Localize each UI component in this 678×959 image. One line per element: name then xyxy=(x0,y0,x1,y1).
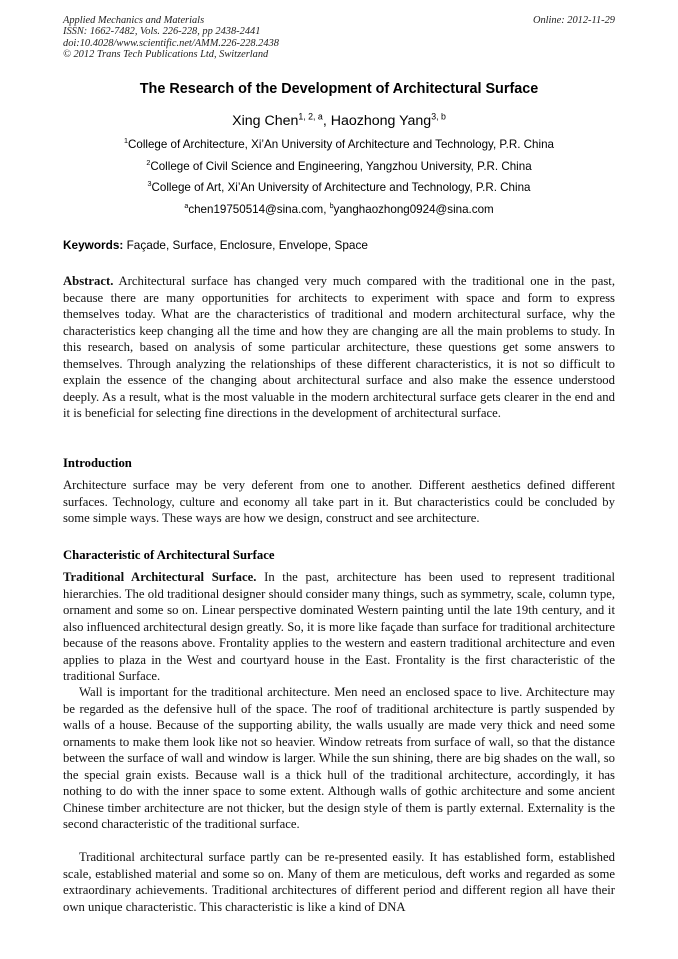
body-paragraph: Wall is important for the traditional architecture. Men need an enclosed space to live. Architecture may be regarded as the defensive hull of the space. The roof of traditional architecture is partly suspended by walls of a house. Because of the supporting ability, the walls usually are made very thick and need some ornaments to make them look like not so heavier. Window retreats from surface of wall, so that the distance between the surface of wall and window is larger. While the sun shining, there are big shades on the wall, so the special grain exists. Because wall is a thick hull of the traditional architecture, accordingly, it has nothing to do with the inner space to some extent. Although walls of gothic architecture and some ancient Chinese timber architecture are not thicker, but the design style of them is partly external. Externality is the second characteristic of the traditional surface. xyxy=(63,685,615,831)
journal-name: Applied Mechanics and Materials xyxy=(63,15,205,26)
abstract-paragraph xyxy=(63,273,615,422)
paragraph-text: In the past, architecture has been used to represent traditional hierarchies. The old traditional designer should consider many things, such as symmetry, scale, column type, ornament and some so on. Linear perspective dominated Western painting until the late 19th century, and it also influenced architectural design greatly. So, it is more like façade than surface for traditional architecture because of the reasons above. Frontality applies to the western and eastern traditional architecture and even applies to plaza in the West and courtyard house in the East. Frontality is the first characteristic of the traditional Surface. xyxy=(63,570,615,683)
email-address: chen19750514@sina.com xyxy=(188,203,324,216)
keywords xyxy=(63,238,615,252)
email-separator: , xyxy=(323,203,330,216)
paper-title: The Research of the Development of Architectural Surface xyxy=(139,81,539,97)
author-name: Haozhong Yang xyxy=(330,113,432,129)
subsection-label: Traditional Architectural Surface. xyxy=(63,570,257,584)
email-address: yanghaozhong0924@sina.com xyxy=(333,203,494,216)
body-paragraph xyxy=(63,569,615,685)
author-name: Xing Chen xyxy=(232,113,299,129)
keywords-text: Façade, Surface, Enclosure, Envelope, Space xyxy=(123,238,368,252)
keywords-label: Keywords: xyxy=(63,238,124,252)
affiliation-superscript: 1 xyxy=(124,136,128,146)
section-heading-introduction: Introduction xyxy=(63,456,132,470)
journal-copyright: © 2012 Trans Tech Publications Ltd, Switzerland xyxy=(63,48,269,60)
journal-issn: ISSN: 1662-7482, Vols. 226-228, pp 2438-2441 xyxy=(63,26,261,38)
affiliation xyxy=(0,160,678,173)
abstract-label: Abstract. xyxy=(63,274,114,288)
journal-header xyxy=(63,15,483,60)
author-separator: , xyxy=(322,113,331,129)
author-superscript: 1, 2, a xyxy=(298,111,323,122)
introduction-paragraph: Architecture surface may be very deferent from one to another. Different aesthetics defined different surfaces. Technology, culture and economy all take part in it. But characteristics could be concluded by some simple ways. These ways are how we design, construct and see architecture. xyxy=(63,478,615,525)
section-heading-characteristic: Characteristic of Architectural Surface xyxy=(63,548,275,562)
affiliation-superscript: 2 xyxy=(146,158,151,168)
email-superscript: a xyxy=(184,201,189,211)
email-superscript: b xyxy=(329,201,334,211)
journal-doi: doi:10.4028/www.scientific.net/AMM.226-228.2438 xyxy=(63,37,279,49)
affiliation-text: College of Architecture, Xi’An University of Architecture and Technology, P.R. China xyxy=(128,138,554,151)
affiliation xyxy=(0,181,678,194)
author-emails xyxy=(0,203,678,216)
affiliation-text: College of Art, Xi’An University of Architecture and Technology, P.R. China xyxy=(151,181,531,194)
author-superscript: 3, b xyxy=(431,111,446,122)
online-date: Online: 2012-11-29 xyxy=(532,15,615,26)
affiliation-superscript: 3 xyxy=(147,179,152,189)
affiliation xyxy=(0,138,678,151)
author-line xyxy=(0,113,678,129)
affiliation-text: College of Civil Science and Engineering, Yangzhou University, P.R. China xyxy=(150,160,532,173)
body-paragraph: Traditional architectural surface partly can be re-presented easily. It has established form, established scale, established material and some so on. Many of them are meticulous, deft works and regarded as some extraordinary achievements. Traditional architectures of different period and different region all have their own unique characteristic. This characteristic is like a kind of DNA xyxy=(63,850,615,914)
abstract-text: Architectural surface has changed very much compared with the traditional one in the past, because there are many opportunities for architects to experiment with space and form to express themselves today. What are the characteristics of traditional and modern architectural surface, why the characteristics keep changing all the time and how they are changing are all the main problems to study. In this research, based on analysis of some particular architecture, these questions get some answers to themselves. Through analyzing the relationships of these different characteristics, it is not so difficult to explain the essence of the changing about architectural surface and also make the essence understood deeply. As a result, what is the most valuable in the modern architectural surface gets clearer in the end and it is beneficial for selecting fine directions in the development of architectural surface. xyxy=(63,274,615,420)
